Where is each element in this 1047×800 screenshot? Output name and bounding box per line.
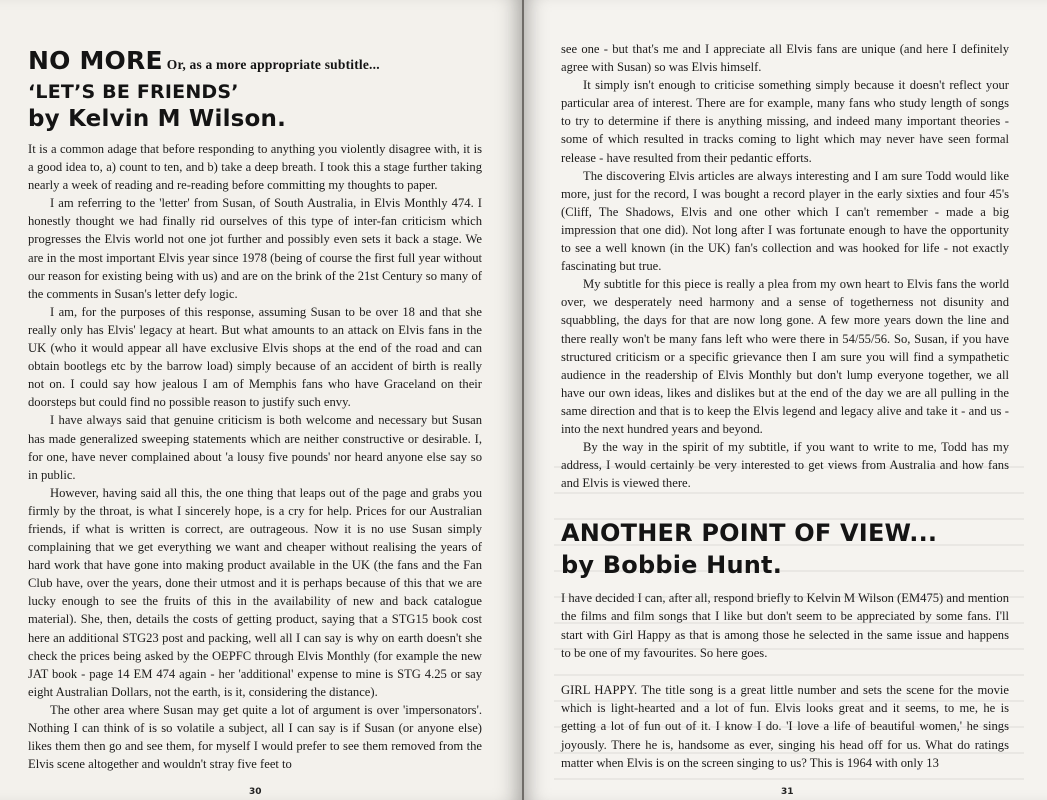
article-body-continued — [561, 40, 1009, 492]
body-paragraph: GIRL HAPPY. The title song is a great little number and sets the scene for the movie which is light-hearted and a lot of fun. Elvis looks great and it seems, to me, he is getting a lot of fun out of it. I know I do. 'I love a life of beautiful women,' he sings joyously. There he is, handsome as ever, singing his head off for us. What do ratings matter when Elvis is on the screen singing to us? This is 1964 with only 13 — [561, 682, 1009, 771]
second-article-byline: by Bobbie Hunt. — [561, 551, 783, 579]
headline-secondary: ‘LET’S BE FRIENDS’ — [28, 81, 239, 103]
right-page — [524, 0, 1047, 800]
article-column-right — [561, 40, 1009, 492]
page-number-left: 30 — [249, 787, 262, 797]
body-paragraph: By the way in the spirit of my subtitle, if you want to write to me, Todd has my address, I would certainly be very interested to get views from Australia and how fans and Elvis is viewed there. — [561, 440, 1009, 491]
article-body — [28, 140, 482, 773]
body-paragraph: The other area where Susan may get quite a lot of argument is over 'impersonators'. Nothing I can think of is so volatile a subject, all I can say is if Susan (or anyone else) likes them then go and see them, for myself I would prefer to see them removed from the Elvis scene altogether and wouldn't stray five feet to — [28, 702, 482, 772]
body-paragraph: I have always said that genuine criticism is both welcome and necessary but Susan has made generalized sweeping statements which are neither constructive or desirable. I, for one, have never complained about 'a lousy five pounds' nor heard anyone else say so in public. — [28, 413, 482, 482]
article-column-left — [28, 46, 482, 773]
page-number-right: 31 — [781, 787, 794, 797]
body-paragraph: I have decided I can, after all, respond briefly to Kelvin M Wilson (EM475) and mention the films and film songs that I like but don't seem to be appreciated by some fans. I'll start with Girl Happy as that is among those he selected in the same issue and happens to be one of my favourites. So here goes. — [561, 591, 1009, 661]
second-article-body — [561, 589, 1009, 773]
body-paragraph: I am, for the purposes of this response, assuming Susan to be over 18 and that she really only has Elvis' legacy at heart. But what amounts to an attack on Elvis fans in the UK (who it would appear all have exclusive Elvis shops at the end of the road and can obtain bootlegs etc by the barrow load) simply because of an accident of birth is really not on. I could say how jealous I am of Memphis fans who have Graceland on their doorsteps but could find no possible reason to justify such envy. — [28, 304, 482, 410]
article-byline: by Kelvin M Wilson. — [28, 106, 287, 132]
left-page — [0, 0, 522, 800]
body-paragraph: see one - but that's me and I appreciate all Elvis fans are unique (and here I definitely agree with Susan) so was Elvis himself. — [561, 42, 1009, 75]
body-paragraph: It is a common adage that before responding to anything you violently disagree with, it is a good idea to, a) count to ten, and b) take a deep breath. I took this a stage further taking nearly a week of reading and re-reading before committing my thoughts to paper. — [28, 142, 482, 193]
body-paragraph: It simply isn't enough to criticise something simply because it doesn't reflect your particular area of interest. There are for example, many fans who study length of songs to try to determine if there is anything missing, and indeed many important theories - some of which resulted in tracks coming to light which may never have seen formal release - have resulted from their pedantic efforts. — [561, 78, 1009, 165]
headline-subtitle: Or, as a more appropriate subtitle... — [166, 57, 380, 72]
article-headline — [28, 46, 482, 80]
second-article — [561, 517, 1009, 773]
body-paragraph: My subtitle for this piece is really a plea from my own heart to Elvis fans the world over, we desperately need harmony and a sense of togetherness not disunity and squabbling, the days for that are now long gone. A few more years down the line and there really won't be many fans left who were there in 54/55/56. So, Susan, if you have structured criticism or a specific grievance then I am sure you will find a sympathetic audience in the readership of Elvis Monthly but don't lump everyone together, we all have our own ideas, likes and dislikes but at the end of the day we are all pulling in the same direction and that is to keep the Elvis legend and legacy alive and take it - and us - into the next hundred years and beyond. — [561, 277, 1009, 436]
body-paragraph: However, having said all this, the one thing that leaps out of the page and grabs you firmly by the throat, is what I sincerely hope, is a cry for help. Prices for our Australian friends, if what is written is correct, are outrageous. Now it is no use Susan simply complaining that we get everything we want and cheaper without realising the years of hard work that have gone into making product available in the UK (the fans and the Fan Club have, over the years, done their utmost and it is perhaps because of this that we are lucky enough to see the fruits of this in the availability of new and back catalogue material). She, then, details the costs of getting product, saying that a STG15 book cost here an additional STG23 post and packing, well all I can say is why on earth doesn't she check the prices being asked by the OEPFC through Elvis Monthly (for example the new JAT book - page 14 EM 474 again - her 'additional' expense to mine is STG 4.25 or say eight Australian Dollars, not the earth, is it, considering the distance). — [28, 485, 482, 699]
body-paragraph: I am referring to the 'letter' from Susan, of South Australia, in Elvis Monthly 474. I honestly thought we had finally rid ourselves of this type of inter-fan criticism which progresses the Elvis world not one jot further and possibly even sets it back a stage. We are in the most important Elvis year since 1978 (being of course the first full year without our reason for existing being with us) and are on the brink of the 21st Century so many of the comments in Susan's letter defy logic. — [28, 196, 482, 301]
second-article-headline: ANOTHER POINT OF VIEW... — [561, 519, 938, 547]
body-paragraph: The discovering Elvis articles are always interesting and I am sure Todd would like more, just for the record, I was bought a record player in the early sixties and four 45's (Cliff, The Shadows, Elvis and one other which I can't remember - made a big impression that one did). Not long after I was fortunate enough to have the opportunity to see a well known (in the UK) fan's collection and was hooked for life - not exactly fascinating but true. — [561, 168, 1009, 274]
headline-main: NO MORE — [28, 46, 163, 75]
